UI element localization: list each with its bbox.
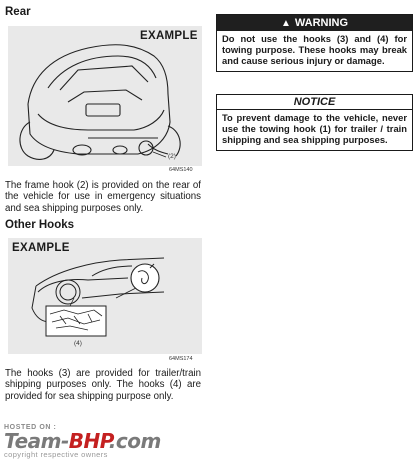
other-hooks-heading: Other Hooks (5, 219, 75, 231)
rear-paragraph: The frame hook (2) is provided on the rear of the vehicle for use in emergency situations and sea shipping purposes only. (5, 180, 201, 214)
side-car-illustration (8, 238, 202, 354)
notice-box (216, 94, 413, 151)
warning-body: Do not use the hooks (3) and (4) for towing purpose. These hooks may break and cause serious injury or damage. (222, 33, 407, 66)
watermark (4, 424, 161, 459)
rear-heading: Rear (5, 6, 31, 18)
warning-box (216, 14, 413, 72)
other-hooks-figure (8, 238, 202, 354)
other-hooks-figure-label: EXAMPLE (12, 242, 70, 254)
rear-callout: (2) (168, 153, 176, 160)
rear-car-illustration (8, 26, 202, 166)
logo-part-team: Team- (4, 429, 69, 453)
warning-header (217, 15, 412, 31)
warning-triangle-icon: ▲ (280, 18, 291, 29)
other-hooks-paragraph: The hooks (3) are provided for trailer/train shipping purposes only. The hooks (4) are provided for sea shipping purpose only. (5, 368, 201, 402)
other-hooks-callout: (4) (74, 340, 82, 347)
logo-part-com: .com (108, 429, 161, 453)
rear-figure (8, 26, 202, 166)
notice-title: NOTICE (217, 95, 412, 110)
notice-body: To prevent damage to the vehicle, never use the towing hook (1) for trailer / train shipping and sea shipping purposes. (222, 112, 407, 145)
other-hooks-figure-code: 64MS174 (169, 356, 193, 362)
watermark-copyright: copyright respective owners (4, 450, 108, 459)
watermark-hosted-on: HOSTED ON : (4, 424, 57, 431)
warning-title: WARNING (294, 17, 349, 29)
rear-figure-label: EXAMPLE (140, 30, 198, 42)
watermark-logo (4, 431, 161, 452)
rear-figure-code: 64MS140 (169, 167, 193, 173)
logo-part-bhp: BHP (68, 429, 109, 453)
